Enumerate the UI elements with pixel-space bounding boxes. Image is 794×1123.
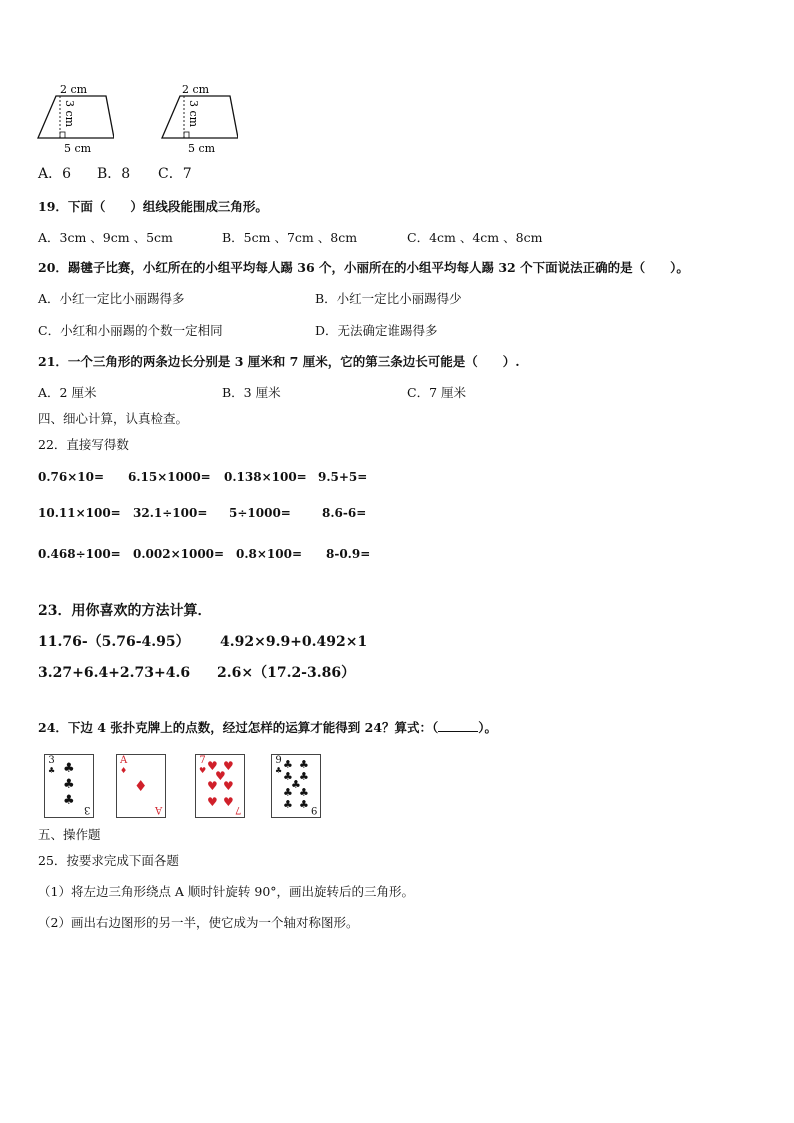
club-icon: ♣ <box>299 798 309 811</box>
q19-option-a: A．3cm 、9cm 、5cm <box>38 230 173 245</box>
q20-option-d: D．无法确定谁踢得多 <box>315 323 438 338</box>
trapezoid-figure-left <box>34 82 114 156</box>
club-icon: ♣ <box>283 770 293 783</box>
q20-option-b: B．小红一定比小丽踢得少 <box>315 291 462 306</box>
q20-option-a: A．小红一定比小丽踢得多 <box>38 291 185 306</box>
q21-option-c: C．7 厘米 <box>407 385 466 400</box>
heart-icon: ♥ <box>207 795 218 809</box>
q18-option-a: A．6 <box>38 166 72 182</box>
q22-item: 10.11×100= <box>38 506 121 520</box>
q25-stem: 25．按要求完成下面各题 <box>38 853 179 868</box>
heart-icon: ♥ <box>207 779 218 793</box>
q25-sub2: （2）画出右边图形的另一半，使它成为一个轴对称图形。 <box>38 915 359 930</box>
section-5-heading: 五、操作题 <box>38 827 101 842</box>
trapezoid-figure-right <box>158 82 238 156</box>
trapezoid-height-label: 3 cm <box>63 100 76 128</box>
heart-icon: ♥ <box>223 759 234 773</box>
q21-option-a: A．2 厘米 <box>38 385 97 400</box>
q22-item: 6.15×1000= <box>128 470 211 484</box>
q22-item: 0.002×1000= <box>133 547 225 561</box>
heart-icon: ♥ <box>199 766 207 775</box>
playing-card-3-clubs <box>44 754 94 818</box>
card-rank: 9 <box>310 804 317 815</box>
playing-card-7-hearts <box>195 754 245 818</box>
club-icon: ♣ <box>283 786 293 799</box>
q24-stem <box>38 719 497 736</box>
q21-option-b: B．3 厘米 <box>222 385 281 400</box>
q22-item: 0.76×10= <box>38 470 105 484</box>
q18-option-c: C．7 <box>158 166 192 182</box>
playing-card-9-clubs <box>271 754 321 818</box>
q24-answer-blank[interactable] <box>438 719 478 732</box>
card-rank: 3 <box>48 755 55 766</box>
q20-stem: 20．踢毽子比赛，小红所在的小组平均每人踢 36 个，小丽所在的小组平均每人踢 32 个下面说法正确的是（ ）。 <box>38 260 689 275</box>
card-rank: A <box>120 755 128 766</box>
heart-icon: ♥ <box>215 769 226 783</box>
q22-item: 32.1÷100= <box>133 506 208 520</box>
club-icon: ♣ <box>283 798 293 811</box>
club-icon: ♣ <box>275 766 283 775</box>
q22-item: 5÷1000= <box>229 506 291 520</box>
trapezoid-top-label: 2 cm <box>60 83 88 96</box>
heart-icon: ♥ <box>207 759 218 773</box>
q18-option-b: B．8 <box>97 166 131 182</box>
q23-item: 11.76-（5.76-4.95） <box>38 634 190 650</box>
q23-stem: 23．用你喜欢的方法计算． <box>38 603 212 619</box>
q25-sub1: （1）将左边三角形绕点 A 顺时针旋转 90°，画出旋转后的三角形。 <box>38 884 415 899</box>
trapezoid-bottom-label: 5 cm <box>64 142 92 155</box>
q22-item: 8-0.9= <box>326 547 371 561</box>
heart-icon: ♥ <box>223 795 234 809</box>
club-icon: ♣ <box>63 793 75 808</box>
q23-item: 3.27+6.4+2.73+4.6 <box>38 665 191 681</box>
q20-option-c: C．小红和小丽踢的个数一定相同 <box>38 323 223 338</box>
heart-icon: ♥ <box>223 779 234 793</box>
q22-stem: 22．直接写得数 <box>38 437 129 452</box>
trapezoid-bottom-label: 5 cm <box>188 142 216 155</box>
club-icon: ♣ <box>299 770 309 783</box>
card-rank: A <box>154 804 162 815</box>
q23-item: 2.6×（17.2-3.86） <box>217 665 356 681</box>
q21-stem: 21．一个三角形的两条边长分别是 3 厘米和 7 厘米，它的第三条边长可能是（ ）. <box>38 354 520 369</box>
q22-item: 9.5+5= <box>318 470 368 484</box>
q24-stem-end: ）。 <box>478 720 498 735</box>
club-icon: ♣ <box>283 758 293 771</box>
club-icon: ♣ <box>291 778 301 791</box>
club-icon: ♣ <box>299 786 309 799</box>
q22-item: 0.468÷100= <box>38 547 121 561</box>
q22-item: 8.6-6= <box>322 506 367 520</box>
card-rank: 7 <box>234 804 241 815</box>
q24-stem-text: 24．下边 4 张扑克牌上的点数，经过怎样的运算才能得到 24？算式：（ <box>38 720 439 735</box>
q19-option-b: B．5cm 、7cm 、8cm <box>222 230 358 245</box>
club-icon: ♣ <box>48 766 56 775</box>
q22-item: 0.8×100= <box>236 547 303 561</box>
card-rank: 3 <box>83 804 90 815</box>
diamond-icon: ♦ <box>134 777 148 795</box>
q19-option-c: C．4cm 、4cm 、8cm <box>407 230 543 245</box>
club-icon: ♣ <box>63 761 75 776</box>
q22-item: 0.138×100= <box>224 470 307 484</box>
card-rank: 7 <box>199 755 206 766</box>
q19-stem: 19．下面（ ）组线段能围成三角形。 <box>38 199 268 214</box>
trapezoid-height-label: 3 cm <box>187 100 200 128</box>
club-icon: ♣ <box>299 758 309 771</box>
card-rank: 9 <box>275 755 282 766</box>
q23-item: 4.92×9.9+0.492×1 <box>220 634 368 650</box>
trapezoid-top-label: 2 cm <box>182 83 210 96</box>
playing-card-ace-diamonds <box>116 754 166 818</box>
club-icon: ♣ <box>63 777 75 792</box>
section-4-heading: 四、细心计算，认真检查。 <box>38 411 189 426</box>
diamond-icon: ♦ <box>120 766 128 775</box>
